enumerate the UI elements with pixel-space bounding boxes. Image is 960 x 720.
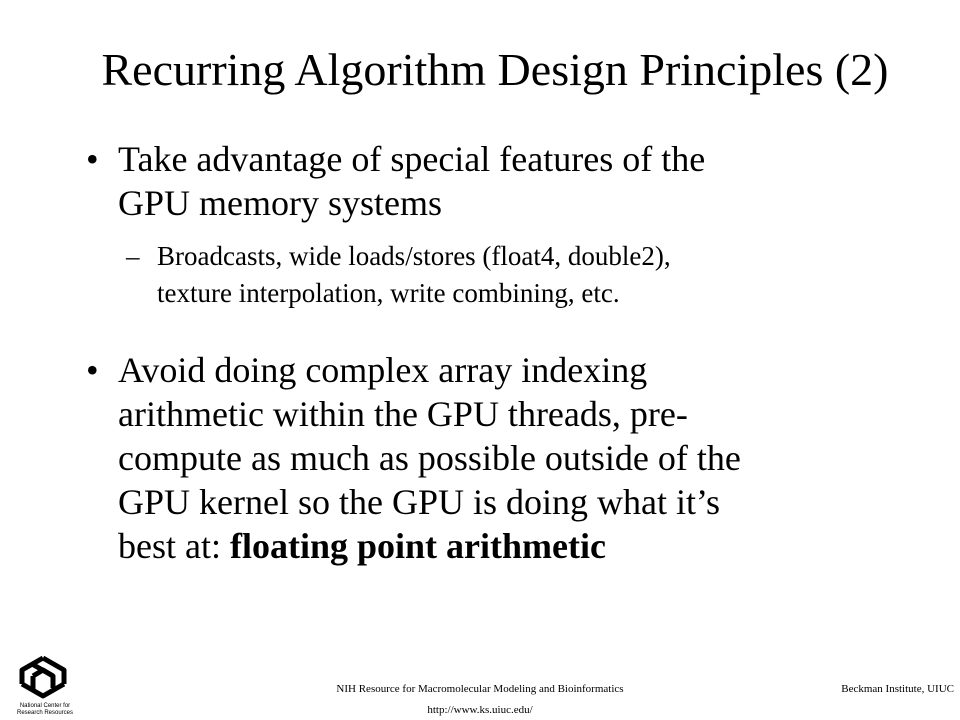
bullet-line: Avoid doing complex array indexing [118,350,648,390]
logo-caption: National Center for Research Resources [16,703,74,716]
sub-bullet-mark: – [126,241,140,271]
bullet-line: Take advantage of special features of the [118,139,706,179]
bullet-mark: • [86,350,99,390]
sub-bullet-line: texture interpolation, write combining, etc. [157,278,620,308]
bullet-mark: • [86,139,99,179]
footer-resource-name: NIH Resource for Macromolecular Modeling and Bioinformatics [336,683,624,695]
sub-bullet-line: Broadcasts, wide loads/stores (float4, double2), [157,241,671,271]
bold-emphasis: floating point arithmetic [229,526,606,566]
bullet-text [118,137,818,225]
bullet-line: GPU kernel so the GPU is doing what it’s [118,482,720,522]
footer-url: http://www.ks.uiuc.edu/ [427,704,533,716]
bullet-text [118,348,818,568]
bullet-line-prefix: best at: [118,526,230,566]
sub-bullet-text [157,238,877,312]
footer-institute: Beckman Institute, UIUC [841,683,954,695]
footer-center [270,679,690,720]
bullet-line: GPU memory systems [118,183,442,223]
slide-title: Recurring Algorithm Design Principles (2) [101,44,889,95]
bullet-line: arithmetic within the GPU threads, pre- [118,394,688,434]
bullet-line-last [118,524,818,568]
bullet-line: compute as much as possible outside of the [118,438,741,478]
